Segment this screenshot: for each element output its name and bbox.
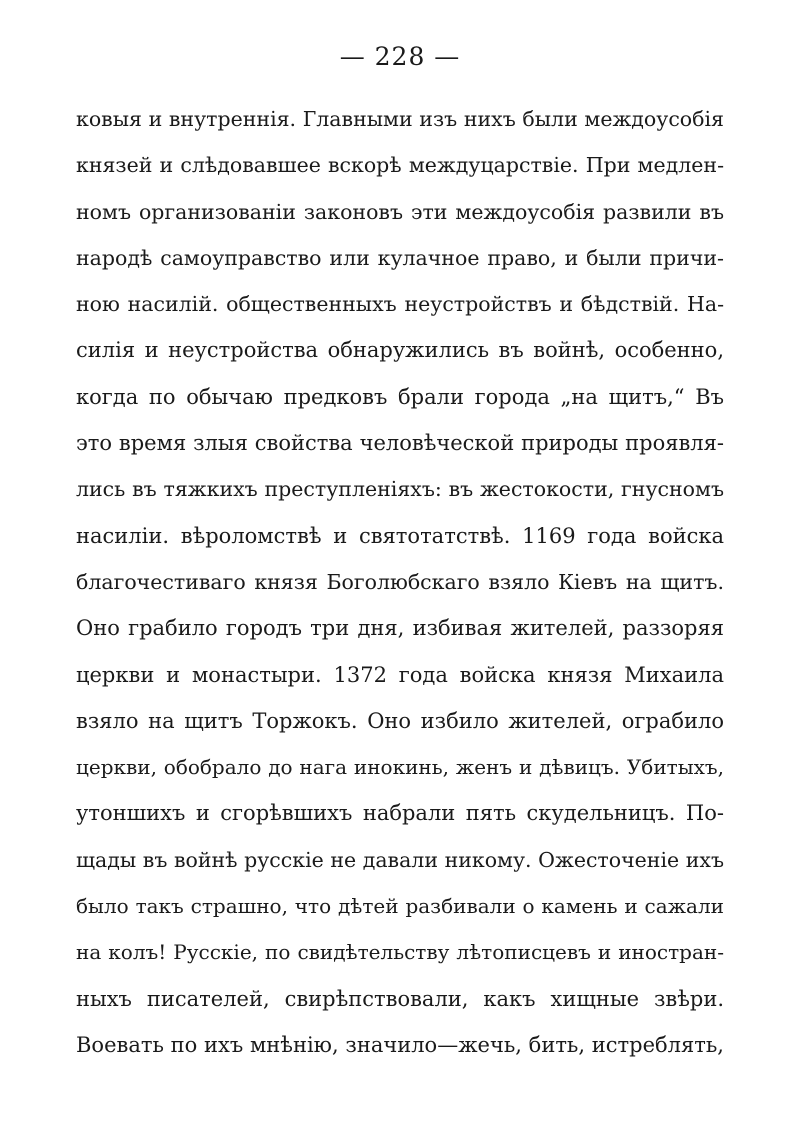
text-line: щады въ войнѣ русскіе не давали никому. Ожесточеніе ихъ <box>76 847 724 872</box>
text-line: взяло на щитъ Торжокъ. Оно избило жителей, ограбило <box>76 708 724 733</box>
text-line: номъ организованіи законовъ эти междоусобія развили въ <box>76 199 724 224</box>
text-line: насиліи. вѣроломствѣ и святотатствѣ. 1169 года войска <box>76 523 724 548</box>
text-line: Оно грабило городъ три дня, избивая жителей, раззоряя <box>76 616 724 641</box>
text-line: Воевать по ихъ мнѣнію, значило—жечь, бить, истреблять, <box>76 1032 724 1057</box>
text-line: это время злыя свойства человѣческой природы проявля- <box>76 431 724 456</box>
text-line: на колъ! Русскіе, по свидѣтельству лѣтописцевъ и иностран- <box>76 940 724 965</box>
text-line: церкви и монастыри. 1372 года войска князя Михаила <box>76 662 724 687</box>
text-line: ныхъ писателей, свирѣпствовали, какъ хищные звѣри. <box>76 986 724 1011</box>
text-line: благочестиваго князя Боголюбскаго взяло Кіевъ на щитъ. <box>76 569 724 594</box>
page-number: — 228 — <box>339 42 461 71</box>
text-line: лись въ тяжкихъ преступленіяхъ: въ жестокости, гнусномъ <box>76 477 724 502</box>
text-line: было такъ страшно, что дѣтей разбивали о камень и сажали <box>76 894 724 919</box>
text-line: ною насилій. общественныхъ неустройствъ и бѣдствій. На- <box>76 292 724 317</box>
text-line: силія и неустройства обнаружились въ войнѣ, особенно, <box>76 338 724 363</box>
text-line: утоншихъ и сгорѣвшихъ набрали пять скудельницъ. По- <box>76 801 724 826</box>
body-text <box>76 96 724 1068</box>
text-line: церкви, обобрало до нага инокинь, женъ и дѣвицъ. Убитыхъ, <box>76 755 724 780</box>
text-line: князей и слѣдовавшее вскорѣ междуцарствіе. При медлен- <box>76 153 724 178</box>
text-line: ковыя и внутреннія. Главными изъ нихъ были междоусобія <box>76 107 724 131</box>
text-line: народѣ самоуправство или кулачное право, и были причи- <box>76 245 724 270</box>
text-line: когда по обычаю предковъ брали города „на щитъ,“ Въ <box>76 384 724 409</box>
